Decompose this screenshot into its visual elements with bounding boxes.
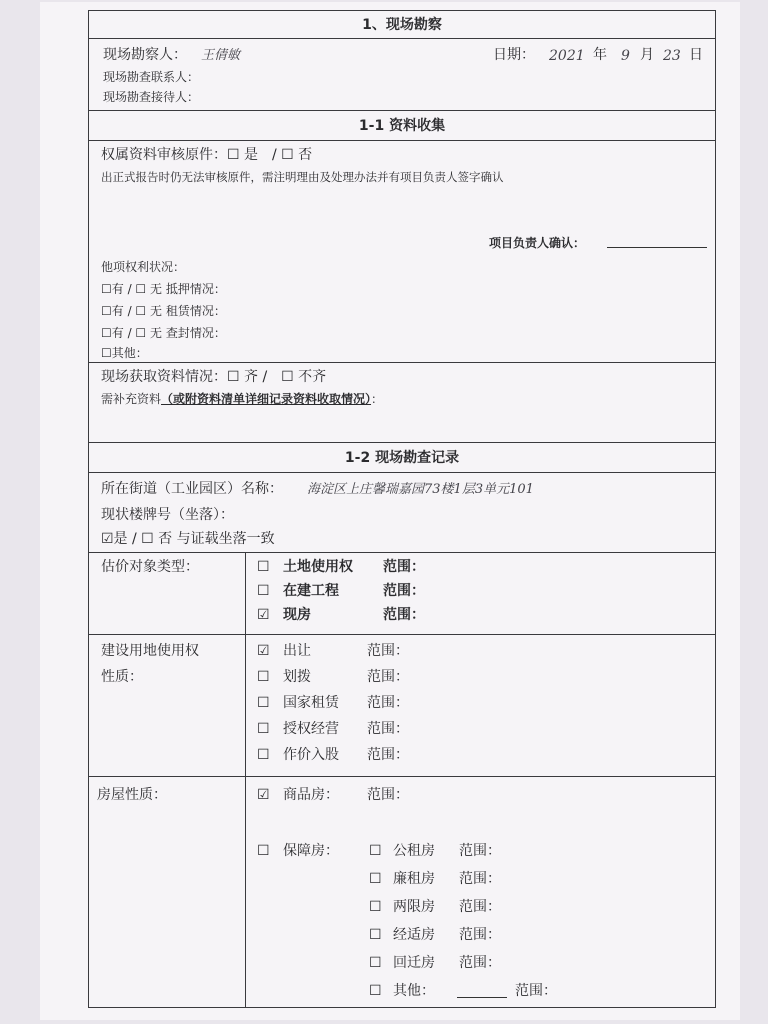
affordable-0-range: 范围： <box>459 843 501 859</box>
section-1-2-header <box>89 443 715 473</box>
land-nature-2-range: 范围： <box>367 695 409 711</box>
surveyor-label: 现场勘察人： <box>103 47 187 63</box>
host-label: 现场勘查接待人： <box>103 90 200 104</box>
affordable-3-box: ☐ <box>369 927 382 943</box>
section-1-1-body <box>89 141 715 363</box>
land-nature-4-range: 范围： <box>367 747 409 763</box>
object-type-existing-range: 范围： <box>383 607 425 623</box>
section-1-1-title: 1-1 资料收集 <box>358 118 446 134</box>
other-line: ☐其他： <box>101 346 148 360</box>
land-nature-4-box: ☐ <box>257 747 270 763</box>
land-nature-2: 国家租赁 <box>283 695 339 711</box>
section-1-2-title: 1-2 现场勘查记录 <box>344 450 460 466</box>
land-nature-4: 作价入股 <box>283 747 339 763</box>
day-char: 日 <box>689 47 703 63</box>
land-nature-0: 出让 <box>283 643 311 659</box>
land-nature-0-range: 范围： <box>367 643 409 659</box>
mortgage-line: ☐有 / ☐ 无 抵押情况： <box>101 282 226 296</box>
land-nature-1: 划拨 <box>283 669 311 685</box>
land-nature-1-range: 范围： <box>367 669 409 685</box>
land-nature-section <box>89 635 715 777</box>
date-day: 23 <box>663 48 681 64</box>
land-nature-2-box: ☐ <box>257 695 270 711</box>
affordable-4-range: 范围： <box>459 955 501 971</box>
street-value: 海淀区上庄馨瑞嘉园73楼1层3单元101 <box>307 482 534 497</box>
date-month: 9 <box>621 48 630 64</box>
survey-form <box>88 10 716 1008</box>
date-label: 日期： <box>493 47 535 63</box>
section-1-body <box>89 39 715 111</box>
surveyor-signature: 王倩敏 <box>201 48 241 63</box>
affordable-1: 廉租房 <box>393 871 435 887</box>
land-nature-label-1: 建设用地使用权 <box>101 643 199 659</box>
land-nature-0-box: ☑ <box>257 643 270 659</box>
onsite-data-section <box>89 363 715 443</box>
other-rights-label: 他项权利状况： <box>101 260 186 274</box>
section-1-1-header <box>89 111 715 141</box>
house-nature-label: 房屋性质： <box>97 787 167 803</box>
affordable-3-range: 范围： <box>459 927 501 943</box>
supplement-note: （或附资料清单详细记录资料收取情况） <box>161 392 372 406</box>
supplement-colon: ： <box>371 392 384 406</box>
object-type-existing: 现房 <box>283 607 311 623</box>
leader-confirm-blank <box>607 247 707 248</box>
affordable-2: 两限房 <box>393 899 435 915</box>
month-char: 月 <box>640 47 654 63</box>
review-original-line: 权属资料审核原件：☐ 是 / ☐ 否 <box>101 147 313 163</box>
land-nature-1-box: ☐ <box>257 669 270 685</box>
affordable-1-box: ☐ <box>369 871 382 887</box>
street-label: 所在街道（工业园区）名称： <box>101 481 283 497</box>
year-char: 年 <box>593 47 607 63</box>
land-nature-label-2: 性质： <box>101 669 143 685</box>
section-1-header <box>89 11 715 39</box>
affordable-other: 其他： <box>393 983 435 999</box>
object-type-section <box>89 553 715 635</box>
object-type-existing-box: ☑ <box>257 607 270 623</box>
building-number-label: 现状楼牌号（坐落）： <box>101 507 234 523</box>
affordable-other-box: ☐ <box>369 983 382 999</box>
land-nature-3-range: 范围： <box>367 721 409 737</box>
affordable-0: 公租房 <box>393 843 435 859</box>
column-divider <box>245 635 246 777</box>
affordable-1-range: 范围： <box>459 871 501 887</box>
column-divider <box>245 777 246 1007</box>
object-type-land: 土地使用权 <box>283 559 353 575</box>
supplement-line <box>101 391 383 407</box>
object-type-construction: 在建工程 <box>283 583 339 599</box>
consistency-line: ☑是 / ☐ 否 与证载坐落一致 <box>101 531 275 547</box>
contact-label: 现场勘查联系人： <box>103 70 200 84</box>
object-type-construction-box: ☐ <box>257 583 270 599</box>
object-type-construction-range: 范围： <box>383 583 425 599</box>
affordable-other-blank <box>457 997 507 998</box>
land-nature-3: 授权经营 <box>283 721 339 737</box>
leader-confirm-label: 项目负责人确认： <box>489 236 586 250</box>
object-type-land-box: ☐ <box>257 559 270 575</box>
lease-line: ☐有 / ☐ 无 租赁情况： <box>101 304 226 318</box>
house-nature-section <box>89 777 715 1007</box>
affordable-0-box: ☐ <box>369 843 382 859</box>
affordable-4-box: ☐ <box>369 955 382 971</box>
object-type-land-range: 范围： <box>383 559 425 575</box>
affordable-4: 回迁房 <box>393 955 435 971</box>
affordable-housing: 保障房： <box>283 843 339 859</box>
review-note: 出正式报告时仍无法审核原件，需注明理由及处理办法并有项目负责人签字确认 <box>101 170 504 184</box>
commercial-housing: 商品房： <box>283 787 339 803</box>
object-type-label: 估价对象类型： <box>101 559 199 575</box>
affordable-2-box: ☐ <box>369 899 382 915</box>
supplement-label: 需补充资料 <box>101 392 162 406</box>
commercial-box: ☑ <box>257 787 270 803</box>
onsite-data-line: 现场获取资料情况：☐ 齐 / ☐ 不齐 <box>101 369 327 385</box>
section-1-title: 1、现场勘察 <box>362 17 442 33</box>
affordable-box: ☐ <box>257 843 270 859</box>
location-section <box>89 473 715 553</box>
seal-line: ☐有 / ☐ 无 查封情况： <box>101 326 226 340</box>
column-divider <box>245 553 246 635</box>
affordable-2-range: 范围： <box>459 899 501 915</box>
land-nature-3-box: ☐ <box>257 721 270 737</box>
affordable-3: 经适房 <box>393 927 435 943</box>
date-year: 2021 <box>549 48 585 64</box>
commercial-range: 范围： <box>367 787 409 803</box>
affordable-other-range: 范围： <box>515 983 557 999</box>
